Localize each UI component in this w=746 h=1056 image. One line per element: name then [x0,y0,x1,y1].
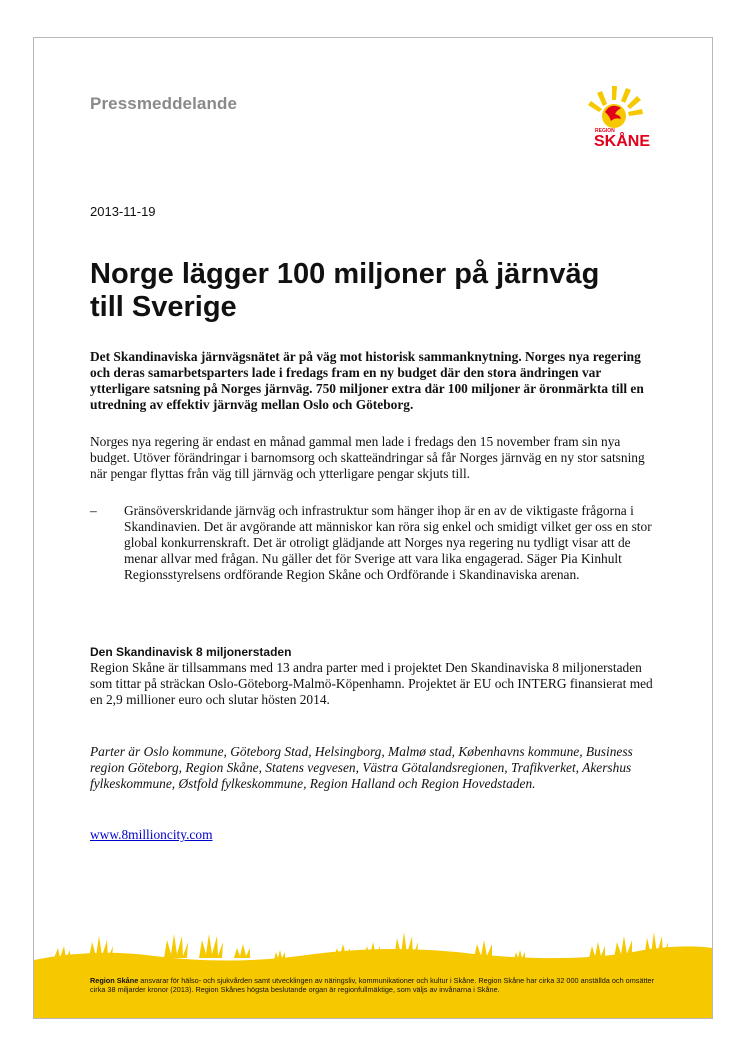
partners-paragraph: Parter är Oslo kommune, Göteborg Stad, Helsingborg, Malmø stad, Københavns kommune, Business region Göteborg, Region Skåne, Statens vegvesen, Västra Götalandsregionen, Trafikverket, Akershus fylkeskommune, Østfold fylkeskommune, Region Halland och Region Hovedstaden. [90,744,633,791]
svg-text:REGION: REGION [595,128,615,134]
footer-description: ansvarar för hälso- och sjukvården samt utvecklingen av näringsliv, kommunikationer och kultur i Skåne. Region Skåne har cirka 32 000 anställda och omsätter cirka 38 miljarder kronor (2013). Region Skånes högsta beslutande organ är regionfullmäktige, som väljs av invånarna i Skåne. [90,976,655,994]
region-skane-logo [582,82,656,150]
quote-text: Gränsöverskridande järnväg och infrastruktur som hänger ihop är en av de viktigaste frågorna i Skandinavien. Det är avgörande att människor kan röra sig enkel och smidigt vilket ger oss en stor global konkurrenskraft. Det är otroligt glädjande att Norges nya regering nu tydligt visar att de menar allvar med frågan. Nu gäller det för Sverige att vara lika engagerad. Säger Pia Kinhult Regionsstyrelsens ordförande Region Skåne och Ordförande i Skandinaviska arenan. [124,503,652,582]
sun-figures-decoration [34,888,712,1018]
press-release-page [33,37,713,1019]
footer-org-name: Region Skåne [90,976,139,985]
project-link[interactable]: www.8millioncity.com [90,827,213,842]
document-type-label: Pressmeddelande [90,94,238,113]
footer [34,888,712,1018]
footer-text [90,976,660,994]
section-heading: Den Skandinavisk 8 miljonerstaden [90,645,292,659]
headline: Norge lägger 100 miljoner på järnväg till Sverige [90,258,600,323]
griffin-sun-icon [582,82,656,150]
section-paragraph: Region Skåne är tillsammans med 13 andra parter med i projektet Den Skandinaviska 8 miljonerstaden som tittar på sträckan Oslo-Göteborg-Malmö-Köpenhamn. Projektet är EU och INTERG finansierat med en 2,9 millioner euro och slutar hösten 2014. [90,660,653,707]
lead-paragraph: Det Skandinaviska järnvägsnätet är på väg mot historisk sammanknytning. Norges nya regering och deras samarbetsparters lade i fredags fram en ny budget där den stora ändringen var ytterligare satsning på Norges järnväg. 750 miljoner extra där 100 miljoner är öronmärkta till en utredning av effektiv järnväg mellan Oslo och Göteborg. [90,349,644,412]
release-date: 2013-11-19 [90,204,156,219]
quote-dash: – [90,503,97,518]
svg-text:SKÅNE: SKÅNE [594,133,651,150]
body-paragraph: Norges nya regering är endast en månad gammal men lade i fredags den 15 november fram sin nya budget. Utöver förändringar i barnomsorg och skatteändringar så får Norges järnväg en ny stor satsning när pengar flyttas från väg till järnväg och ytterligare pengar skjuts till. [90,434,645,481]
